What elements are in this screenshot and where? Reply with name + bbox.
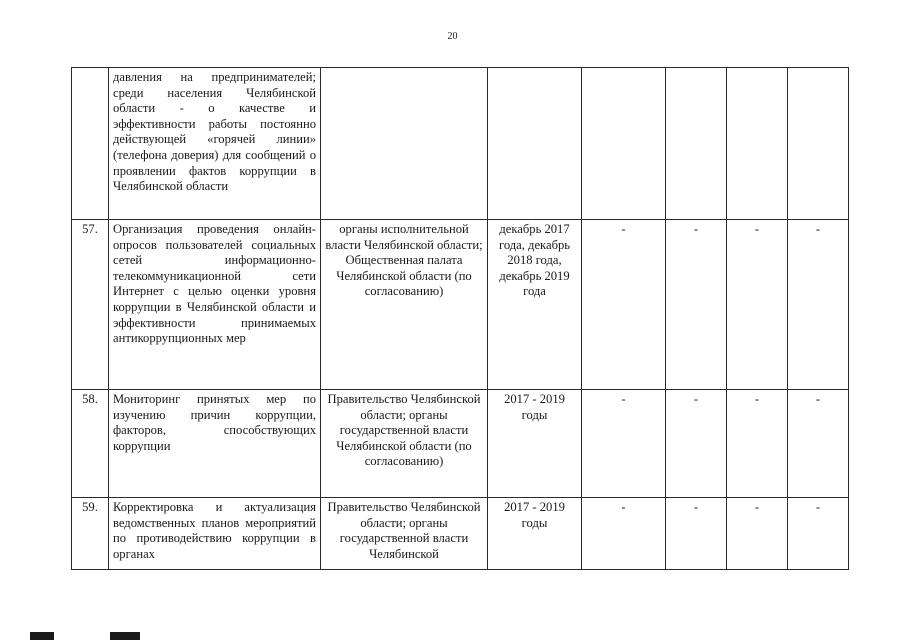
value-cell: - — [788, 498, 849, 570]
table-row — [72, 68, 849, 220]
row-number: 58. — [72, 390, 109, 498]
row-number — [72, 68, 109, 220]
row-number: 59. — [72, 498, 109, 570]
value-cell — [788, 68, 849, 220]
value-cell: - — [582, 220, 666, 390]
executor-cell: Правительство Челябинской области; органы государственной власти Челябинской области (по согласованию) — [321, 390, 488, 498]
page-number: 20 — [447, 31, 458, 42]
value-cell: - — [666, 220, 727, 390]
value-cell: - — [727, 390, 788, 498]
event-cell: давления на предпринимателей; среди населения Челябинской области - о качестве и эффективности работы постоянно действующей «горячей линии» (телефона доверия) для сообщений о проявлении фактов коррупции в Челябинской области — [109, 68, 321, 220]
value-cell: - — [582, 390, 666, 498]
event-cell: Организация проведения онлайн-опросов пользователей социальных сетей информационно-телекоммуникационной сети Интернет с целью оценки уровня коррупции в Челябинской области и эффективности принимаемых антикоррупционных мер — [109, 220, 321, 390]
value-cell: - — [727, 220, 788, 390]
next-page-edge — [110, 632, 140, 640]
value-cell: - — [666, 390, 727, 498]
event-cell: Корректировка и актуализация ведомственных планов мероприятий по противодействию коррупции в органах — [109, 498, 321, 570]
table-row — [72, 220, 849, 390]
value-cell — [727, 68, 788, 220]
value-cell: - — [788, 390, 849, 498]
executor-cell: органы исполнительной власти Челябинской области; Общественная палата Челябинской области (по согласованию) — [321, 220, 488, 390]
event-cell: Мониторинг принятых мер по изучению причин коррупции, факторов, способствующих коррупции — [109, 390, 321, 498]
executor-cell: Правительство Челябинской области; органы государственной власти Челябинской — [321, 498, 488, 570]
term-cell: 2017 - 2019 годы — [488, 498, 582, 570]
executor-cell — [321, 68, 488, 220]
row-number: 57. — [72, 220, 109, 390]
term-cell — [488, 68, 582, 220]
value-cell: - — [582, 498, 666, 570]
value-cell — [582, 68, 666, 220]
value-cell: - — [666, 498, 727, 570]
value-cell: - — [727, 498, 788, 570]
value-cell — [666, 68, 727, 220]
table-row — [72, 390, 849, 498]
term-cell: декабрь 2017 года, декабрь 2018 года, декабрь 2019 года — [488, 220, 582, 390]
table-row — [72, 498, 849, 570]
value-cell: - — [788, 220, 849, 390]
next-page-edge — [30, 632, 54, 640]
term-cell: 2017 - 2019 годы — [488, 390, 582, 498]
plan-table — [71, 67, 849, 570]
